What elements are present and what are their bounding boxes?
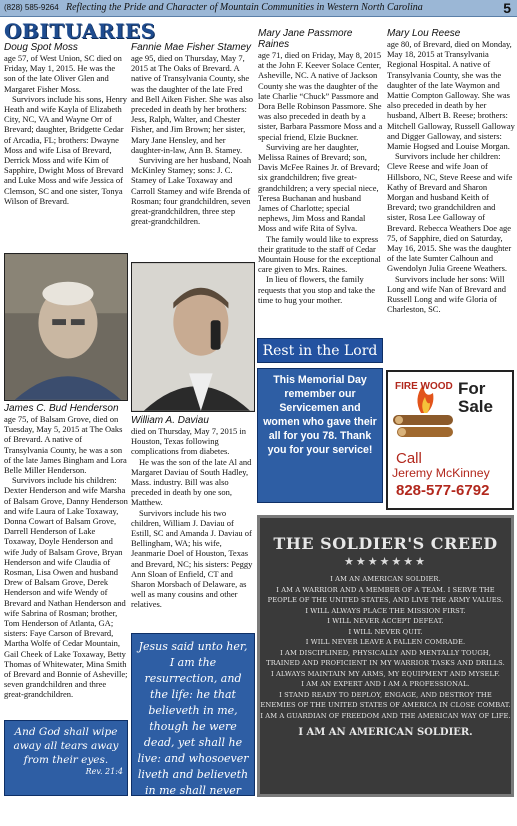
obituary-name: Mary Jane Passmore Raines	[258, 28, 353, 50]
obituary-mary-jane-raines	[258, 28, 383, 334]
creed-line: I AM AN EXPERT AND I AM A PROFESSIONAL.	[301, 680, 470, 688]
creed-line: I STAND READY TO DEPLOY, ENGAGE, AND DESTROY THE	[279, 690, 492, 699]
obituary-mary-lou-reese	[387, 28, 515, 366]
obituary-fannie-stamey	[131, 42, 255, 258]
creed-line: I AM A GUARDIAN OF FREEDOM AND THE AMERICAN WAY OF LIFE.	[260, 711, 511, 720]
obituary-name: Doug Spot Moss	[4, 42, 78, 53]
for-sale-text	[458, 380, 493, 416]
obituary-paragraph: died on Thursday, May 7, 2015 in Houston, Texas following complications from diabetes.	[131, 426, 246, 457]
obituary-paragraph: Surviving are her daughter, Melissa Raines of Brevard; son, Davis McFee Raines Jr. of Brevard; six grandchildren; five great-grandchildren; a very special niece, Teresa Buchanan and husband James of Charlotte; special nephews, Jim Moss and Randal Moss and wife Rita of Sylva.	[258, 141, 380, 234]
portrait-image	[132, 263, 254, 411]
creed-line: I AM DISCIPLINED, PHYSICALLY AND MENTALLY TOUGH,	[280, 648, 491, 657]
verse-text: And God shall wipe away all tears away from their eyes.	[13, 726, 119, 766]
obituary-paragraph: Survivors include his two children, William J. Daviau of Estill, SC and Amanda J. Daviau of Bellingham, WA; his wife, Jeanmarie Doel of Houston, Texas and Brevard, NC; his sisters: Peggy Ann Sloan of Enfield, CT and Sharon Morsbach of Delaware, as well as many cousins and other relatives.	[131, 507, 253, 610]
verse-text: Jesus said unto her, I am the resurrection, and the life: he that believeth in me, though he were dead, yet shall he live: and whosoever liveth and believeth in me shall never die.	[137, 640, 249, 813]
obituary-paragraph: He was the son of the late Al and Margaret Daviau of South Hadley, Mass. industry. Bill was also preceded in death by one son, Matthew.	[131, 456, 252, 508]
creed-line: I WILL NEVER LEAVE A FALLEN COMRADE.	[305, 638, 466, 646]
creed-line: I AM AN AMERICAN SOLDIER.	[330, 575, 441, 583]
creed-line: I WILL NEVER ACCEPT DEFEAT.	[327, 617, 444, 625]
page-header	[0, 0, 517, 17]
ad-phone: 828-577-6792	[396, 482, 490, 499]
ad-call-label: Call	[396, 450, 422, 467]
header-tagline: Reflecting the Pride and Character of Mountain Communities in Western North Carolina	[66, 2, 423, 13]
obituary-name: James C. Bud Henderson	[4, 403, 119, 414]
obituary-james-henderson	[4, 403, 128, 715]
obituary-paragraph: age 75, of Balsam Grove, died on Tuesday, May 5, 2015 at The Oaks of Brevard. A native of Transylvania County, he was a son of the late James Bingham and Lora Belle Miller Henderson.	[4, 414, 127, 476]
obituary-paragraph: In lieu of flowers, the family requests that you stop and take the time to hug your mother.	[258, 274, 376, 305]
memorial-day-box: This Memorial Day remember our Servicemen and women who gave their all for you 78. Thank you for your service!	[257, 368, 383, 503]
creed-line: I AM A WARRIOR AND A MEMBER OF A TEAM. I SERVE THE	[276, 585, 495, 594]
creed-stars: ★★★★★★★	[343, 555, 428, 568]
header-phone: (828) 585-9264	[4, 3, 59, 12]
for-sale-line-1: For	[458, 379, 486, 398]
ad-contact-name: Jeremy McKinney	[392, 466, 490, 480]
obituary-name: William A. Daviau	[131, 415, 209, 426]
obituary-william-daviau	[131, 415, 255, 631]
obituary-paragraph: Survivors include his sons, Henry Heath and wife Kayla of Elizabeth City, NC, VA and Wayne Orr of Brevard; daughter, Bridgette Cedar of Arcadia, FL; brothers: Dwayne Moss and wife Lisa of Brevard, Derrick Moss and wife Kim of Sapphire, Dwight Moss of Brevard and Luke Moss and wife Jessica of Clemson, SC and one sister, Tonya Wilson of Brevard.	[4, 93, 127, 206]
creed-line: I ALWAYS MAINTAIN MY ARMS, MY EQUIPMENT AND MYSELF.	[271, 669, 500, 678]
obituary-paragraph: age 57, of West Union, SC died on Friday, May 1, 2015. He was the son of the late Oliver Glen and Margaret Fisher Moss.	[4, 53, 122, 94]
creed-closing: I AM AN AMERICAN SOLDIER.	[298, 727, 473, 738]
obituary-paragraph: age 95, died on Thursday, May 7, 2015 at The Oaks of Brevard. A native of Transylvania County, she was the daughter of the late Fred and Bell Aiken Fisher. She was also preceded in death by her brothers: Jess, Ralph, Walter, and Chester Fisher, and Jim Brown; her sister, Mary Jane Hensley, and her daughter-in-law, Ann B. Stamey.	[131, 53, 254, 155]
firewood-ad	[386, 370, 514, 510]
page-number: 5	[503, 0, 511, 16]
logo-text: FIRE WOOD	[395, 381, 453, 392]
obituary-paragraph: Survivors include her children: Cleve Reese and wife Joan of Hillsboro, NC, Steve Reese and wife Kathy of Brevard and Sharon Morgan and husband Keith of Brevard; two grandchildren and sister, Rosa Lee Galloway of Brevard. Rebecca Weathers Doe age 75, of Sapphire, died on Saturday, May 16, 2015. She was the daughter of the late Sumter Calhoun and Gwendolyn Julia Greene Weathers.	[387, 151, 513, 274]
obituary-paragraph: The family would like to express their gratitude to the staff of Cedar Mountain House for the exceptional care given to Mrs. Raines.	[258, 233, 381, 275]
verse-reference: Rev. 21:4	[85, 767, 123, 776]
obituary-paragraph: Survivors include her sons: Will Long and wife Nan of Brevard and Russell Long and wife Gloria of Charleston, SC.	[387, 273, 506, 315]
portrait-image	[5, 254, 127, 400]
obituary-name: Fannie Mae Fisher Stamey	[131, 42, 252, 53]
section-title: OBITUARIES	[4, 19, 156, 43]
verse-reference: John 11:25	[202, 815, 249, 825]
firewood-logo	[391, 375, 457, 447]
obituary-doug-moss	[4, 42, 128, 250]
verse-john	[131, 633, 255, 825]
photo-william-daviau	[131, 262, 255, 412]
creed-line: ENEMIES OF THE UNITED STATES OF AMERICA IN CLOSE COMBAT.	[260, 701, 511, 709]
obituary-paragraph: Surviving are her husband, Noah McKinley Stamey; sons: J. C. Stamey of Lake Toxaway and Carroll Stamey and wife Brenda of Rosman; four grandchildren, seven great-grandchildren, three step great-grandchildren.	[131, 155, 252, 227]
photo-james-henderson	[4, 253, 128, 401]
soldiers-creed-plaque	[257, 515, 514, 797]
rest-in-lord-banner: Rest in the Lord	[257, 338, 383, 363]
obituary-paragraph: Survivors include his children: Dexter Henderson and wife Marsha of Balsam Grove, Danny Henderson and wife Laura of Lake Toxaway, Donna Cowart of Balsam Grove, Darrell Henderson of Lake Toxaway, Doyle Henderson and wife Judy of Balsam Grove, Bryan Henderson and wife Claudia of Rosman, Lisa Owen and husband Drew of Balsam Grove, Derek Henderson and wife Wendy of Brevard and Nathan Henderson and wife Sabrina of Rosman; brother, Tom Henderson of Atlanta, GA; sisters: Faye Carson of Brevard, Martha Wolfe of Cedar Mountain, Gail Cheek of Lake Toxaway, Betty Thomas of Whitewater, Mina Smith of Brevard and Bonnie of Asheville; seven grandchildren and three great-grandchildren.	[4, 475, 128, 700]
creed-line: PEOPLE OF THE UNITED STATES, AND LIVE THE ARMY VALUES.	[267, 596, 504, 604]
obituary-paragraph: age 71, died on Friday, May 8, 2015 at the John F. Keever Solace Center, Asheville, NC. A native of Jackson County she was the daughter of the late Charlie “Chuck” Passmore and Dora Belle Robinson Passmore. She was also preceded in death by a sister, Barbara Passmore Moss and a special friend, Elzie Buckner.	[258, 50, 383, 142]
creed-line: I WILL ALWAYS PLACE THE MISSION FIRST.	[305, 606, 466, 615]
creed-title: THE SOLDIER'S CREED	[273, 534, 498, 553]
obituary-name: Mary Lou Reese	[387, 28, 461, 39]
for-sale-line-2: Sale	[458, 397, 493, 416]
creed-line: I WILL NEVER QUIT.	[348, 627, 423, 636]
creed-line: TRAINED AND PROFICIENT IN MY WARRIOR TASKS AND DRILLS.	[266, 659, 505, 667]
creed-lines	[260, 574, 511, 721]
verse-revelation	[4, 720, 128, 796]
obituary-paragraph: age 80, of Brevard, died on Monday, May 18, 2015 at Transylvania Regional Hospital. A native of Transylvania County, she was the daughter of the late Waymon and Mattie Compton Galloway. She was also preceded in death by her husband, Albert B. Reese; brothers: Mitchell Galloway, Russell Galloway and Digger Galloway, and sisters: Mamie Hogsed and Louise Morgan.	[387, 39, 515, 152]
